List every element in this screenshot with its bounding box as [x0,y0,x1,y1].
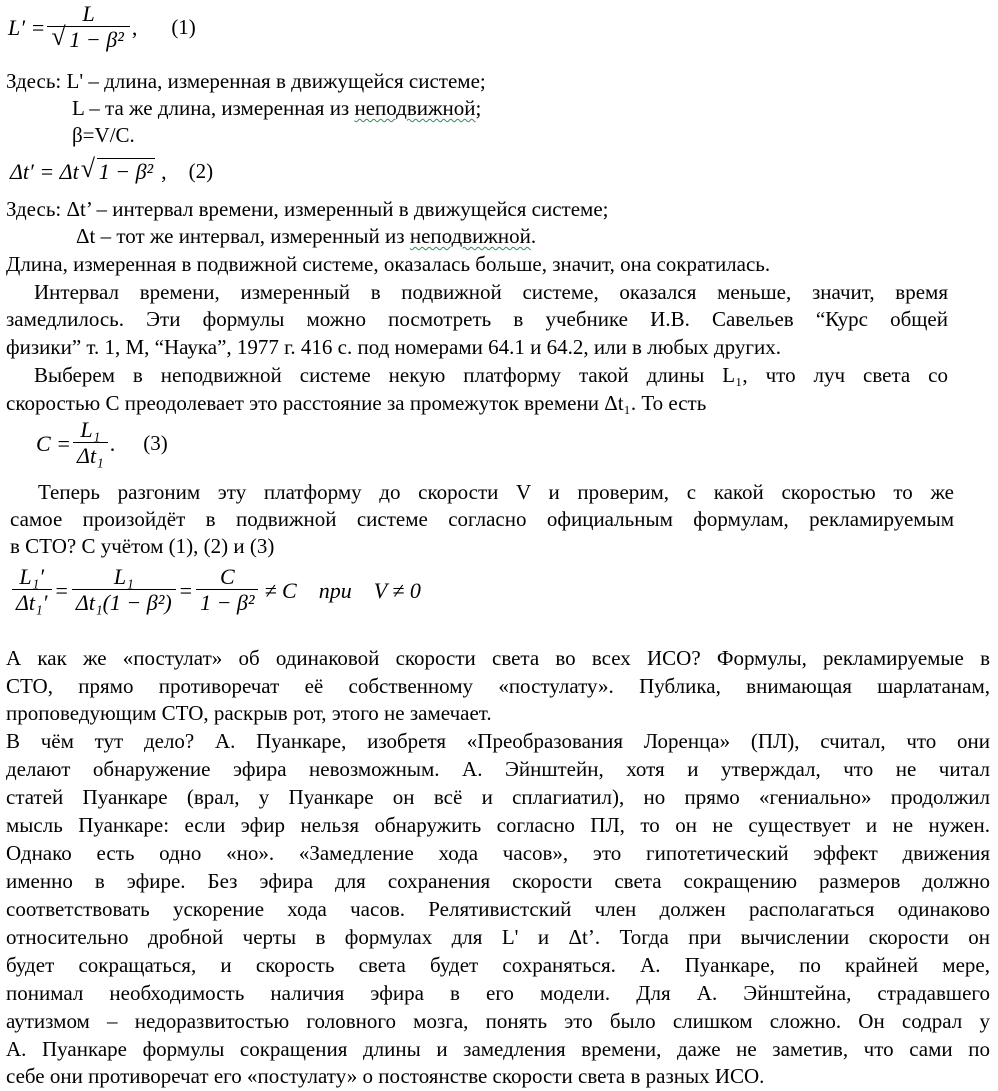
eq1-denominator: 1 − β² [69,27,124,52]
paragraph-time-2: замедлилось. Эти формулы можно посмотреть в учебнике И.В. Савельев “Курс общей [6,307,948,331]
eq3-number: (3) [143,430,168,455]
eq4-word: при [318,577,352,603]
paragraph-postulate-3: проповедующим СТО, раскрыв рот, этого не замечает. [6,701,492,725]
paragraph-main-13: себе они противоречат его «постулату» о постоянстве скорости света в разных ИСО. [6,1064,765,1088]
paragraph-accelerate-1: Теперь разгоним эту платформу до скорости V и проверим, с какой скоростью то же [38,480,954,504]
paragraph-platform-2: скоростью С преодолевает это расстояние за промежуток времени Δt₁. То есть [6,391,707,415]
equation-4: $\frac{\text{L₁′}}{\text{Δt₁′}}$ = $\frac{\text{L₁}}{\text{Δt₁(1 − β²)}}$ = $\frac{C}{\text{1 − β²}}$ ≠ C при V ≠ 0 [10,565,421,616]
paragraph-time-1: Интервал времени, измеренный в подвижной системе, оказался меньше, значит, время [34,280,948,304]
paragraph-postulate-1: А как же «постулат» об одинаковой скорости света во всех ИСО? Формулы, рекламируемые в [6,646,990,670]
paragraph-main-7: соответствовать ускорение хода часов. Релятивистский член должен располагаться одинаково [6,897,990,921]
paragraph-main-10: понимал необходимость наличия эфира в его модели. Для А. Эйнштейна, страдавшего [6,981,990,1005]
where-line-3: β=V/C. [72,123,135,147]
paragraph-main-9: будет сокращаться, и скорость света будет сохраняться. А. Пуанкаре, по крайней мере, [6,953,990,977]
paragraph-main-3: статей Пуанкаре (врал, у Пуанкаре он всё и сплагиатил), но прямо «гениально» продолжил [6,785,990,809]
eq2-radicand: 1 − β² [98,159,154,184]
where2-line-2: Δt – тот же интервал, измеренный из неподвижной. [76,224,537,248]
paragraph-accelerate-2: самое произойдёт в подвижной системе согласно официальным формулам, рекламируемым [10,507,954,531]
paragraph-length: Длина, измеренная в подвижной системе, оказалась больше, значит, она сократилась. [6,252,771,276]
eq1-fraction [47,2,129,53]
equation-1: L′ = L √ 1 − β² , (1) [8,2,196,53]
paragraph-main-5: Однако есть одно «но». «Замедление хода часов», это гипотетический эффект движения [6,841,990,865]
paragraph-main-2: делают обнаружение эфира невозможным. А. Эйнштейн, хотя и утверждал, что не читал [6,757,990,781]
eq1-lhs: L′ = [8,14,46,40]
eq4-f1-den: Δt₁′ [12,589,52,616]
where-line-1: Здесь: L' – длина, измеренная в движущейся системе; [6,69,486,93]
eq4-condition: V ≠ 0 [373,577,421,603]
paragraph-accelerate-3: в СТО? С учётом (1), (2) и (3) [10,534,275,558]
eq3-lhs: C = [36,430,72,456]
paragraph-postulate-2: СТО, прямо противоречат её собственному «постулату». Публика, внимающая шарлатанам, [6,674,990,698]
eq4-f1-num: L₁′ [19,564,45,589]
eq1-numerator: L [82,1,95,26]
eq4-f2-num: L₁ [113,564,134,589]
eq2-lhs: Δt′ = Δt [10,159,79,184]
where-line-2: L – та же длина, измеренная из неподвижной; [72,96,482,120]
eq1-number: (1) [171,14,196,39]
spellcheck-word: неподвижной [409,224,531,248]
paragraph-main-4: мысль Пуанкаре: если эфир нельзя обнаружить согласно ПЛ, то он не существует и не нужен. [6,813,990,837]
paragraph-main-12: А. Пуанкаре формулы сокращения длины и замедления времени, даже не заметив, что сами по [6,1037,990,1061]
paragraph-main-11: аутизмом – недоразвитостью головного мозга, понять это было слишком сложно. Он содрал у [6,1009,990,1033]
eq3-denominator: Δt₁ [73,442,108,469]
paragraph-time-3: физики” т. 1, М, “Наука”, 1977 г. 416 с. под номерами 64.1 и 64.2, или в любых других. [6,335,781,359]
equation-2: Δt′ = Δt √ 1 − β² , (2) [10,158,213,186]
eq2-number: (2) [188,159,214,183]
paragraph-platform-1: Выберем в неподвижной системе некую платформу такой длины L₁, что луч света со [34,363,948,387]
paragraph-main-8: относительно дробной черты в формулах для L' и Δt’. Тогда при вычислении скорости он [6,925,990,949]
equation-3: C = $\frac{\text{L₁}}{\text{Δt₁}}$ . (3) [36,417,168,468]
paragraph-main-6: именно в эфире. Без эфира для сохранения скорости света сокращению размеров должно [6,869,990,893]
spellcheck-word: неподвижной [354,96,476,120]
where2-line-1: Здесь: Δt’ – интервал времени, измеренный в движущейся системе; [6,197,609,221]
eq4-f3-num: C [219,564,235,589]
eq4-f3-den: 1 − β² [196,589,258,616]
eq4-f2-den: Δt₁(1 − β²) [72,589,176,616]
paragraph-main-1: В чём тут дело? А. Пуанкаре, изобретя «Преобразования Лоренца» (ПЛ), считал, что они [6,729,990,753]
eq4-tail: ≠ C [264,577,297,603]
eq3-numerator: L₁ [80,417,101,442]
